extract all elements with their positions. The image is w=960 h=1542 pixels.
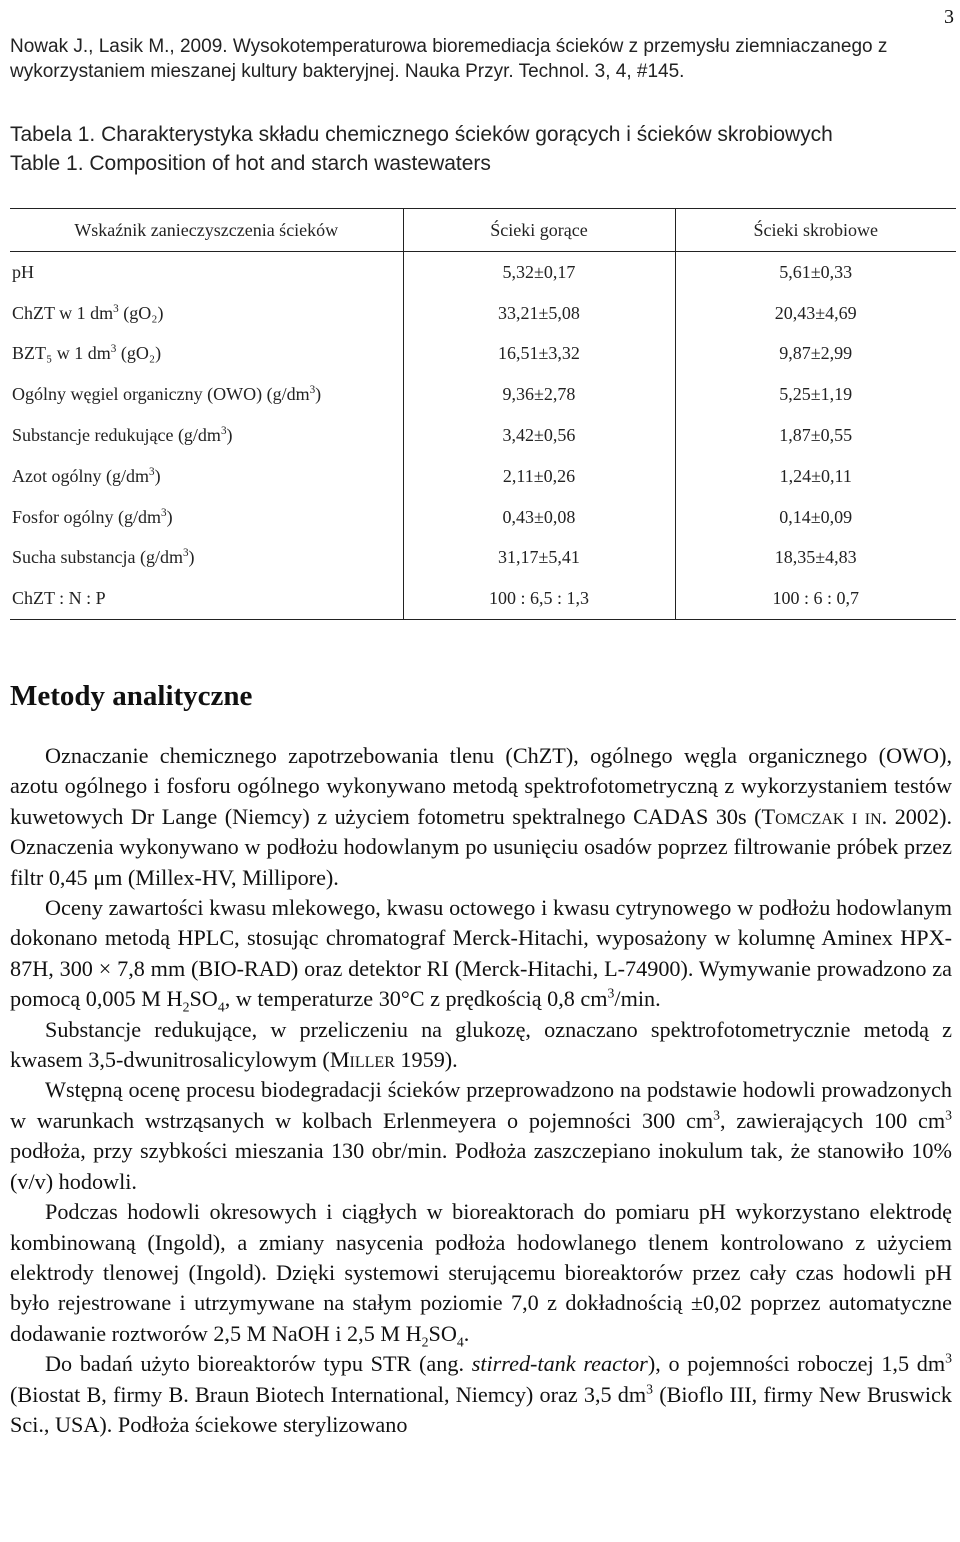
hot-value: 0,43±0,08 bbox=[403, 497, 675, 538]
table-row bbox=[10, 374, 956, 415]
table-caption-en: Table 1. Composition of hot and starch wastewaters bbox=[10, 152, 491, 175]
table-row bbox=[10, 415, 956, 456]
table-row bbox=[10, 334, 956, 375]
header-citation: Nowak J., Lasik M., 2009. Wysokotemperaturowa bioremediacja ścieków z przemysłu ziemniaczanego z wykorzystaniem mieszanej kultury bakteryjnej. Nauka Przyr. Technol. 3, 4, #145. bbox=[10, 36, 888, 82]
citation-author: Tomczak i in. bbox=[761, 803, 888, 829]
row-label: Sucha substancja $(g/dm^3)$ bbox=[12, 547, 195, 568]
header-starch: Ścieki skrobiowe bbox=[675, 209, 956, 252]
paragraph-1: Oznaczanie chemicznego zapotrzebowania tlenu (ChZT), ogólnego węgla organicznego (OWO), azotu ogólnego i fosforu ogólnego wykonywano metodą spektrofotometryczną z wykorzystaniem testów kuwetowych Dr Lange (Niemcy) z użyciem fotometru spektralnego CADAS 30s (Tomczak i in. 2002). Oznaczenia wykonywano w podłożu hodowlanym po usunięciu osadów poprzez filtrowanie próbek przez filtr 0,45 μm (Millex-HV, Millipore). bbox=[10, 743, 952, 890]
starch-value: 0,14±0,09 bbox=[675, 497, 956, 538]
starch-value: 5,61±0,33 bbox=[675, 252, 956, 293]
paragraph-5: Podczas hodowli okresowych i ciągłych w bioreaktorach do pomiaru pH wykorzystano elektrodę kombinowaną (Ingold), a zmiany nasycenia podłoża hodowlanego tlenem kontrolowano z użyciem elektrody tlenowej (Ingold). Dzięki systemowi sterującemu bioreaktorów przez cały czas hodowli pH było rejestrowane i utrzymywane na stałym poziomie 7,0 z dokładnością ±0,02 poprzez automatyczne dodawanie roztworów 2,5 M NaOH i 2,5 M $H_2SO_4$. bbox=[10, 1199, 952, 1350]
section-heading: Metody analityczne bbox=[10, 680, 253, 712]
hot-value: 3,42±0,56 bbox=[403, 415, 675, 456]
header-hot: Ścieki gorące bbox=[403, 209, 675, 252]
starch-value: 18,35±4,83 bbox=[675, 538, 956, 579]
table-caption bbox=[10, 120, 950, 178]
page-number: 3 bbox=[944, 6, 954, 28]
starch-value: 5,25±1,19 bbox=[675, 374, 956, 415]
hot-value: 5,32±0,17 bbox=[403, 252, 675, 293]
row-label: Azot ogólny $(g/dm^3)$ bbox=[12, 465, 161, 486]
row-label: Substancje redukujące $(g/dm^3)$ bbox=[12, 425, 233, 446]
citation-author: Miller bbox=[329, 1047, 395, 1073]
row-label: pH bbox=[12, 261, 34, 282]
hot-value: 2,11±0,26 bbox=[403, 456, 675, 497]
row-label: Ogólny węgiel organiczny (OWO) $(g/dm^3)$ bbox=[12, 384, 322, 405]
starch-value: 1,24±0,11 bbox=[675, 456, 956, 497]
hot-value: 9,36±2,78 bbox=[403, 374, 675, 415]
body-text bbox=[10, 741, 952, 1440]
starch-value: 20,43±4,69 bbox=[675, 293, 956, 334]
table-row bbox=[10, 538, 956, 579]
data-table-container bbox=[10, 208, 956, 620]
table-body bbox=[10, 252, 956, 620]
table-row bbox=[10, 578, 956, 619]
row-label: ChZT w 1 $dm^3$ (gO₂) bbox=[12, 302, 164, 323]
hot-value: 16,51±3,32 bbox=[403, 334, 675, 375]
composition-table bbox=[10, 208, 956, 620]
header-indicator: Wskaźnik zanieczyszczenia ścieków bbox=[10, 209, 403, 252]
paragraph-6: Do badań użyto bioreaktorów typu STR (ang. stirred-tank reactor), o pojemności roboczej 1,5 $dm^3$ (Biostat B, firmy B. Braun Biotech International, Niemcy) oraz 3,5 $dm^3$ (Bioflo III, firmy New Bruswick Sci., USA). Podłoża ściekowe sterylizowano bbox=[10, 1350, 952, 1437]
row-label: BZT₅ w 1 $dm^3$ (gO₂) bbox=[12, 343, 162, 364]
table-row bbox=[10, 252, 956, 293]
paragraph-4: Wstępną ocenę procesu biodegradacji ścieków przeprowadzono na podstawie hodowli prowadzonych w warunkach wstrząsanych w kolbach Erlenmeyera o pojemności 300 $cm^3$, zawierających 100 $cm^3$ podłoża, przy szybkości mieszania 130 obr/min. Podłoża zaszczepiano inokulum tak, że stanowiło 10% (v/v) hodowli. bbox=[10, 1077, 952, 1194]
table-row bbox=[10, 456, 956, 497]
paragraph-2: Oceny zawartości kwasu mlekowego, kwasu octowego i kwasu cytrynowego w podłożu hodowlanym dokonano metodą HPLC, stosując chromatograf Merck-Hitachi, wyposażony w kolumnę Aminex HPX-87H, 300 × 7,8 mm (BIO-RAD) oraz detektor RI (Merck-Hitachi, L-74900). Wymywanie prowadzono za pomocą 0,005 M $H_2SO_4$, w temperaturze 30°C z prędkością 0,8 $cm^3/\min$. bbox=[10, 895, 952, 1015]
row-label: Fosfor ogólny $(g/dm^3)$ bbox=[12, 506, 173, 527]
table-row bbox=[10, 497, 956, 538]
paragraph-3: Substancje redukujące, w przeliczeniu na glukozę, oznaczano spektrofotometrycznie metodą z kwasem 3,5-dwunitrosalicylowym (Miller 1959). bbox=[10, 1016, 952, 1073]
starch-value: 9,87±2,99 bbox=[675, 334, 956, 375]
hot-value: 33,21±5,08 bbox=[403, 293, 675, 334]
starch-value: 1,87±0,55 bbox=[675, 415, 956, 456]
starch-value: 100 : 6 : 0,7 bbox=[675, 578, 956, 619]
table-row bbox=[10, 293, 956, 334]
hot-value: 31,17±5,41 bbox=[403, 538, 675, 579]
table-header-row bbox=[10, 209, 956, 252]
row-label: ChZT : N : P bbox=[12, 588, 106, 609]
hot-value: 100 : 6,5 : 1,3 bbox=[403, 578, 675, 619]
table-caption-pl: Tabela 1. Charakterystyka składu chemicznego ścieków gorących i ścieków skrobiowych bbox=[10, 123, 833, 146]
